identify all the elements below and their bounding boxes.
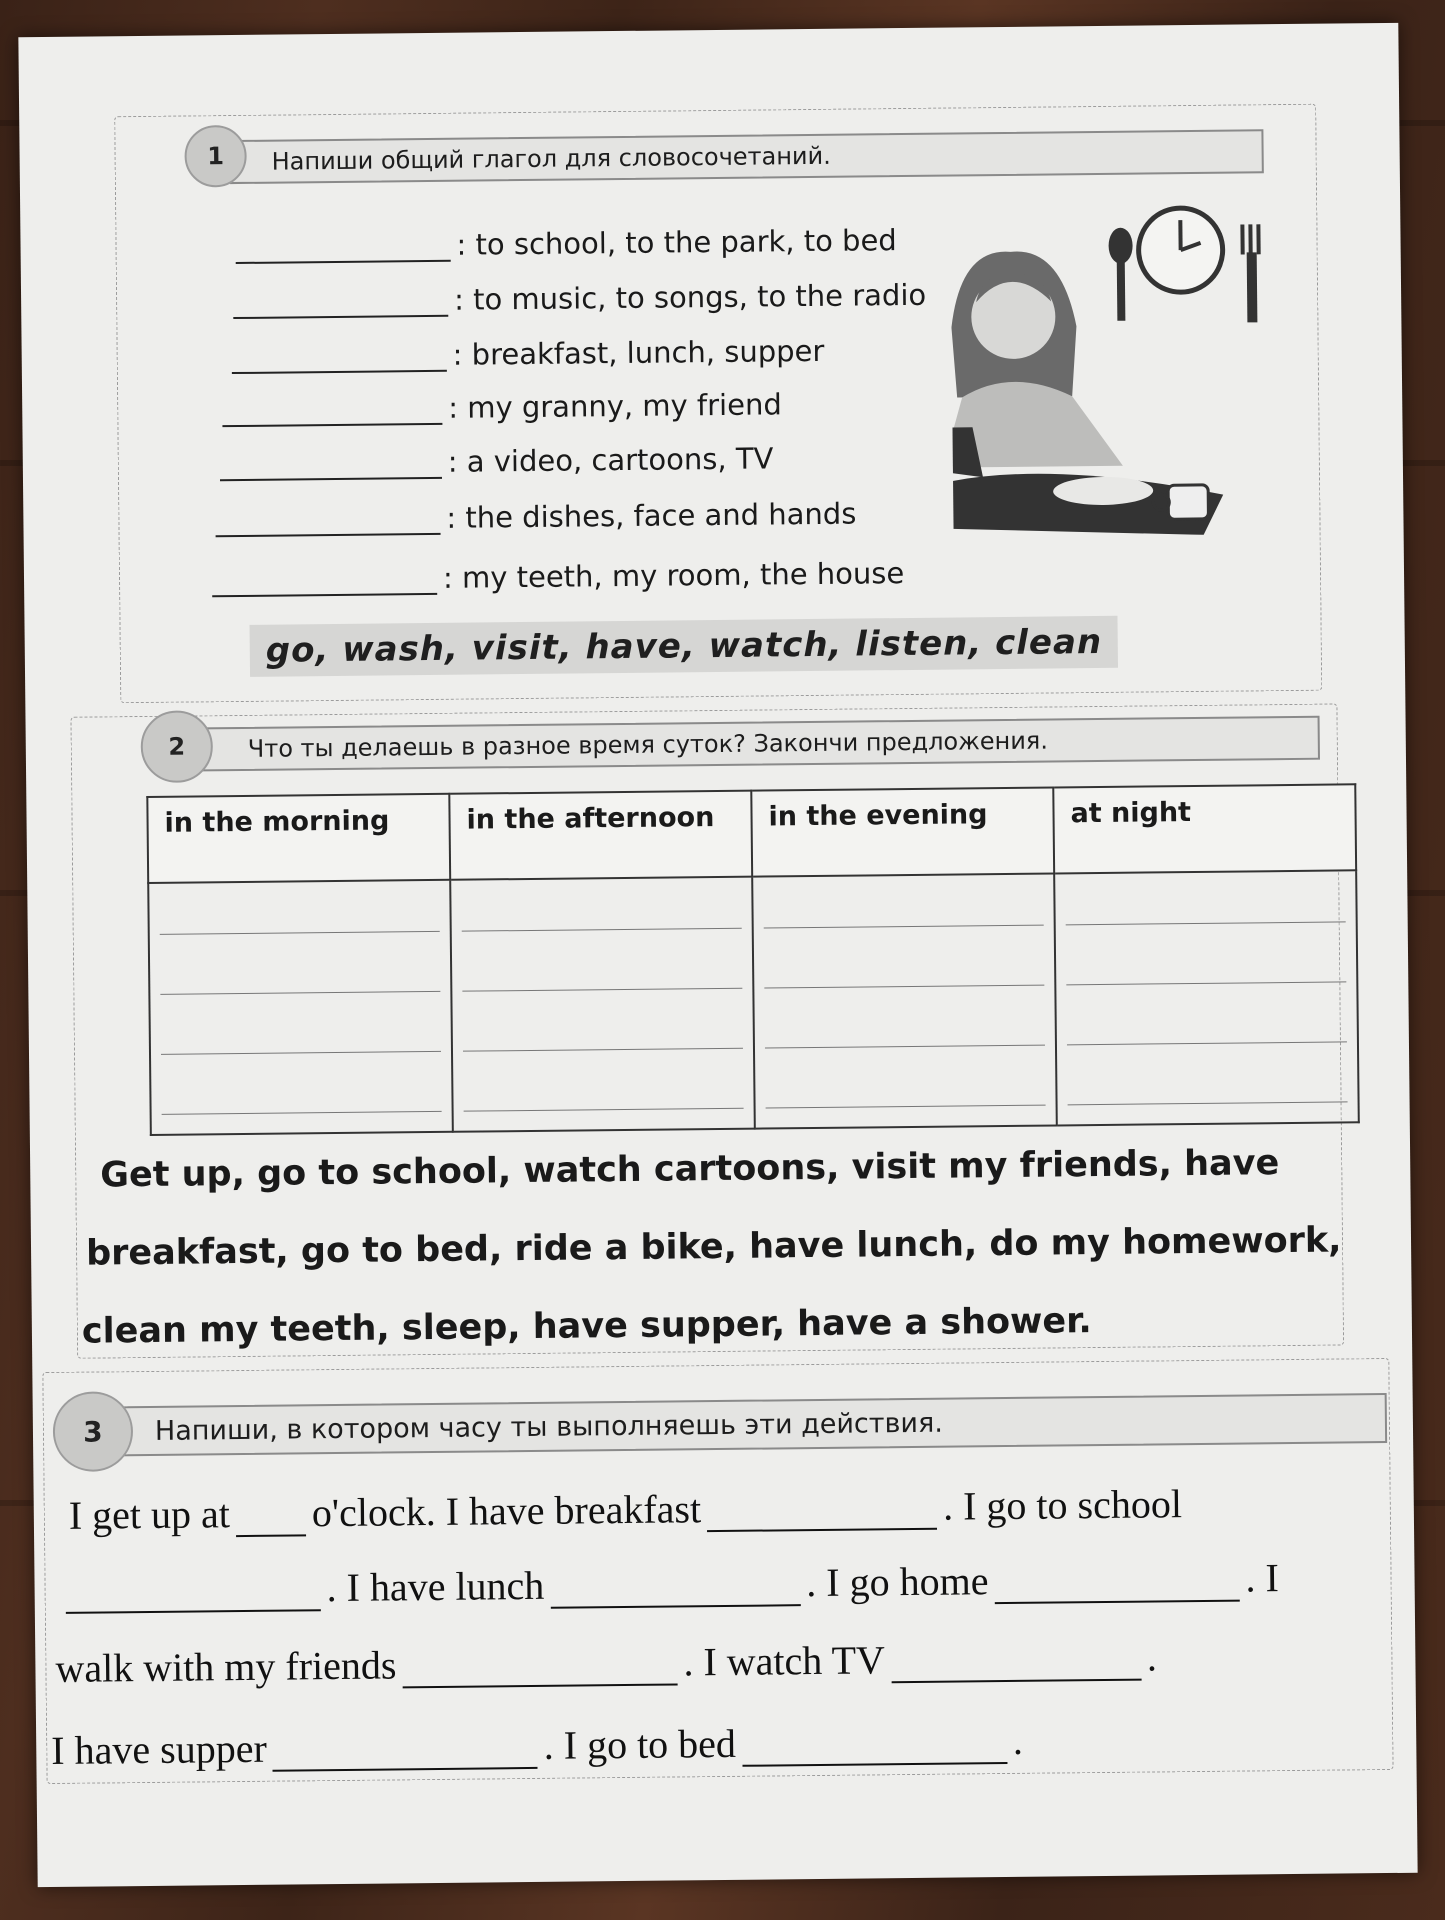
ex3-row2-seg3: . I go home <box>806 1558 989 1606</box>
exercise-3-number: 3 <box>53 1391 134 1472</box>
ex3-row2-seg2: . I have lunch <box>326 1562 545 1611</box>
ex3-row4-seg2: . I go to bed <box>543 1720 737 1768</box>
ex1-line-5-text: : a video, cartoons, TV <box>447 441 774 479</box>
ex1-line-4[interactable] <box>222 387 782 427</box>
exercise-2-number: 2 <box>140 710 213 783</box>
cell-afternoon[interactable] <box>450 877 755 1132</box>
exercise-2-title: Что ты делаешь в разное время суток? Закончи предложения. <box>247 726 1049 763</box>
ex2-word-bank-line-1: Get up, go to school, watch cartoons, visit my friends, have <box>100 1143 1280 1196</box>
cell-night[interactable] <box>1054 870 1359 1125</box>
ex3-row1-seg1: I get up at <box>68 1491 231 1538</box>
ex1-line-1[interactable] <box>235 223 897 264</box>
ex1-line-2-text: : to music, to songs, to the radio <box>453 277 927 317</box>
ex1-line-6-text: : the dishes, face and hands <box>446 496 857 535</box>
ex1-line-2[interactable] <box>233 278 926 319</box>
ex3-row4-seg3: . <box>1012 1717 1024 1763</box>
ex3-row1-seg2: o'clock. I have breakfast <box>311 1486 702 1536</box>
worksheet <box>18 23 1417 1887</box>
ex1-line-7[interactable] <box>212 556 905 597</box>
ex2-word-bank-line-3: clean my teeth, sleep, have supper, have a shower. <box>81 1301 1092 1352</box>
fork-icon <box>1240 224 1261 322</box>
ex3-row2-seg4: . I <box>1245 1555 1280 1601</box>
exercise-3-title: Напиши, в котором часу ты выполняешь эти действия. <box>154 1407 943 1447</box>
ex1-word-bank: go, wash, visit, have, watch, listen, clean <box>250 616 1119 677</box>
col-evening: in the evening <box>751 787 1054 876</box>
ex2-word-bank-line-2: breakfast, go to bed, ride a bike, have lunch, do my homework, <box>85 1220 1342 1274</box>
cell-evening[interactable] <box>752 873 1057 1128</box>
col-night: at night <box>1053 784 1356 873</box>
cell-morning[interactable] <box>148 880 453 1135</box>
ex3-row4-seg1: I have supper <box>51 1725 267 1774</box>
ex1-line-1-text: : to school, to the park, to bed <box>456 223 897 262</box>
daytime-table <box>146 783 1359 1136</box>
ex1-line-3-text: : breakfast, lunch, supper <box>452 333 825 372</box>
col-afternoon: in the afternoon <box>449 791 752 880</box>
clock-icon <box>1138 208 1223 293</box>
col-morning: in the morning <box>147 794 450 883</box>
ex1-line-4-text: : my granny, my friend <box>448 387 782 425</box>
ex3-row3-seg1: walk with my friends <box>55 1642 397 1691</box>
ex3-row3-seg3: . <box>1146 1634 1158 1680</box>
spoon-icon <box>1108 228 1133 321</box>
exercise-1-title: Напиши общий глагол для словосочетаний. <box>271 141 831 176</box>
ex3-row1-seg3: . I go to school <box>942 1481 1183 1529</box>
girl-eating-illustration <box>950 204 1313 538</box>
ex1-line-5[interactable] <box>220 441 774 481</box>
ex3-blank-1[interactable] <box>236 1528 306 1537</box>
exercise-1-number: 1 <box>184 125 247 188</box>
ex1-line-6[interactable] <box>215 497 856 538</box>
ex1-line-7-text: : my teeth, my room, the house <box>442 556 905 595</box>
ex1-line-3[interactable] <box>232 334 825 374</box>
ex3-row3-seg2: . I watch TV <box>683 1637 886 1685</box>
